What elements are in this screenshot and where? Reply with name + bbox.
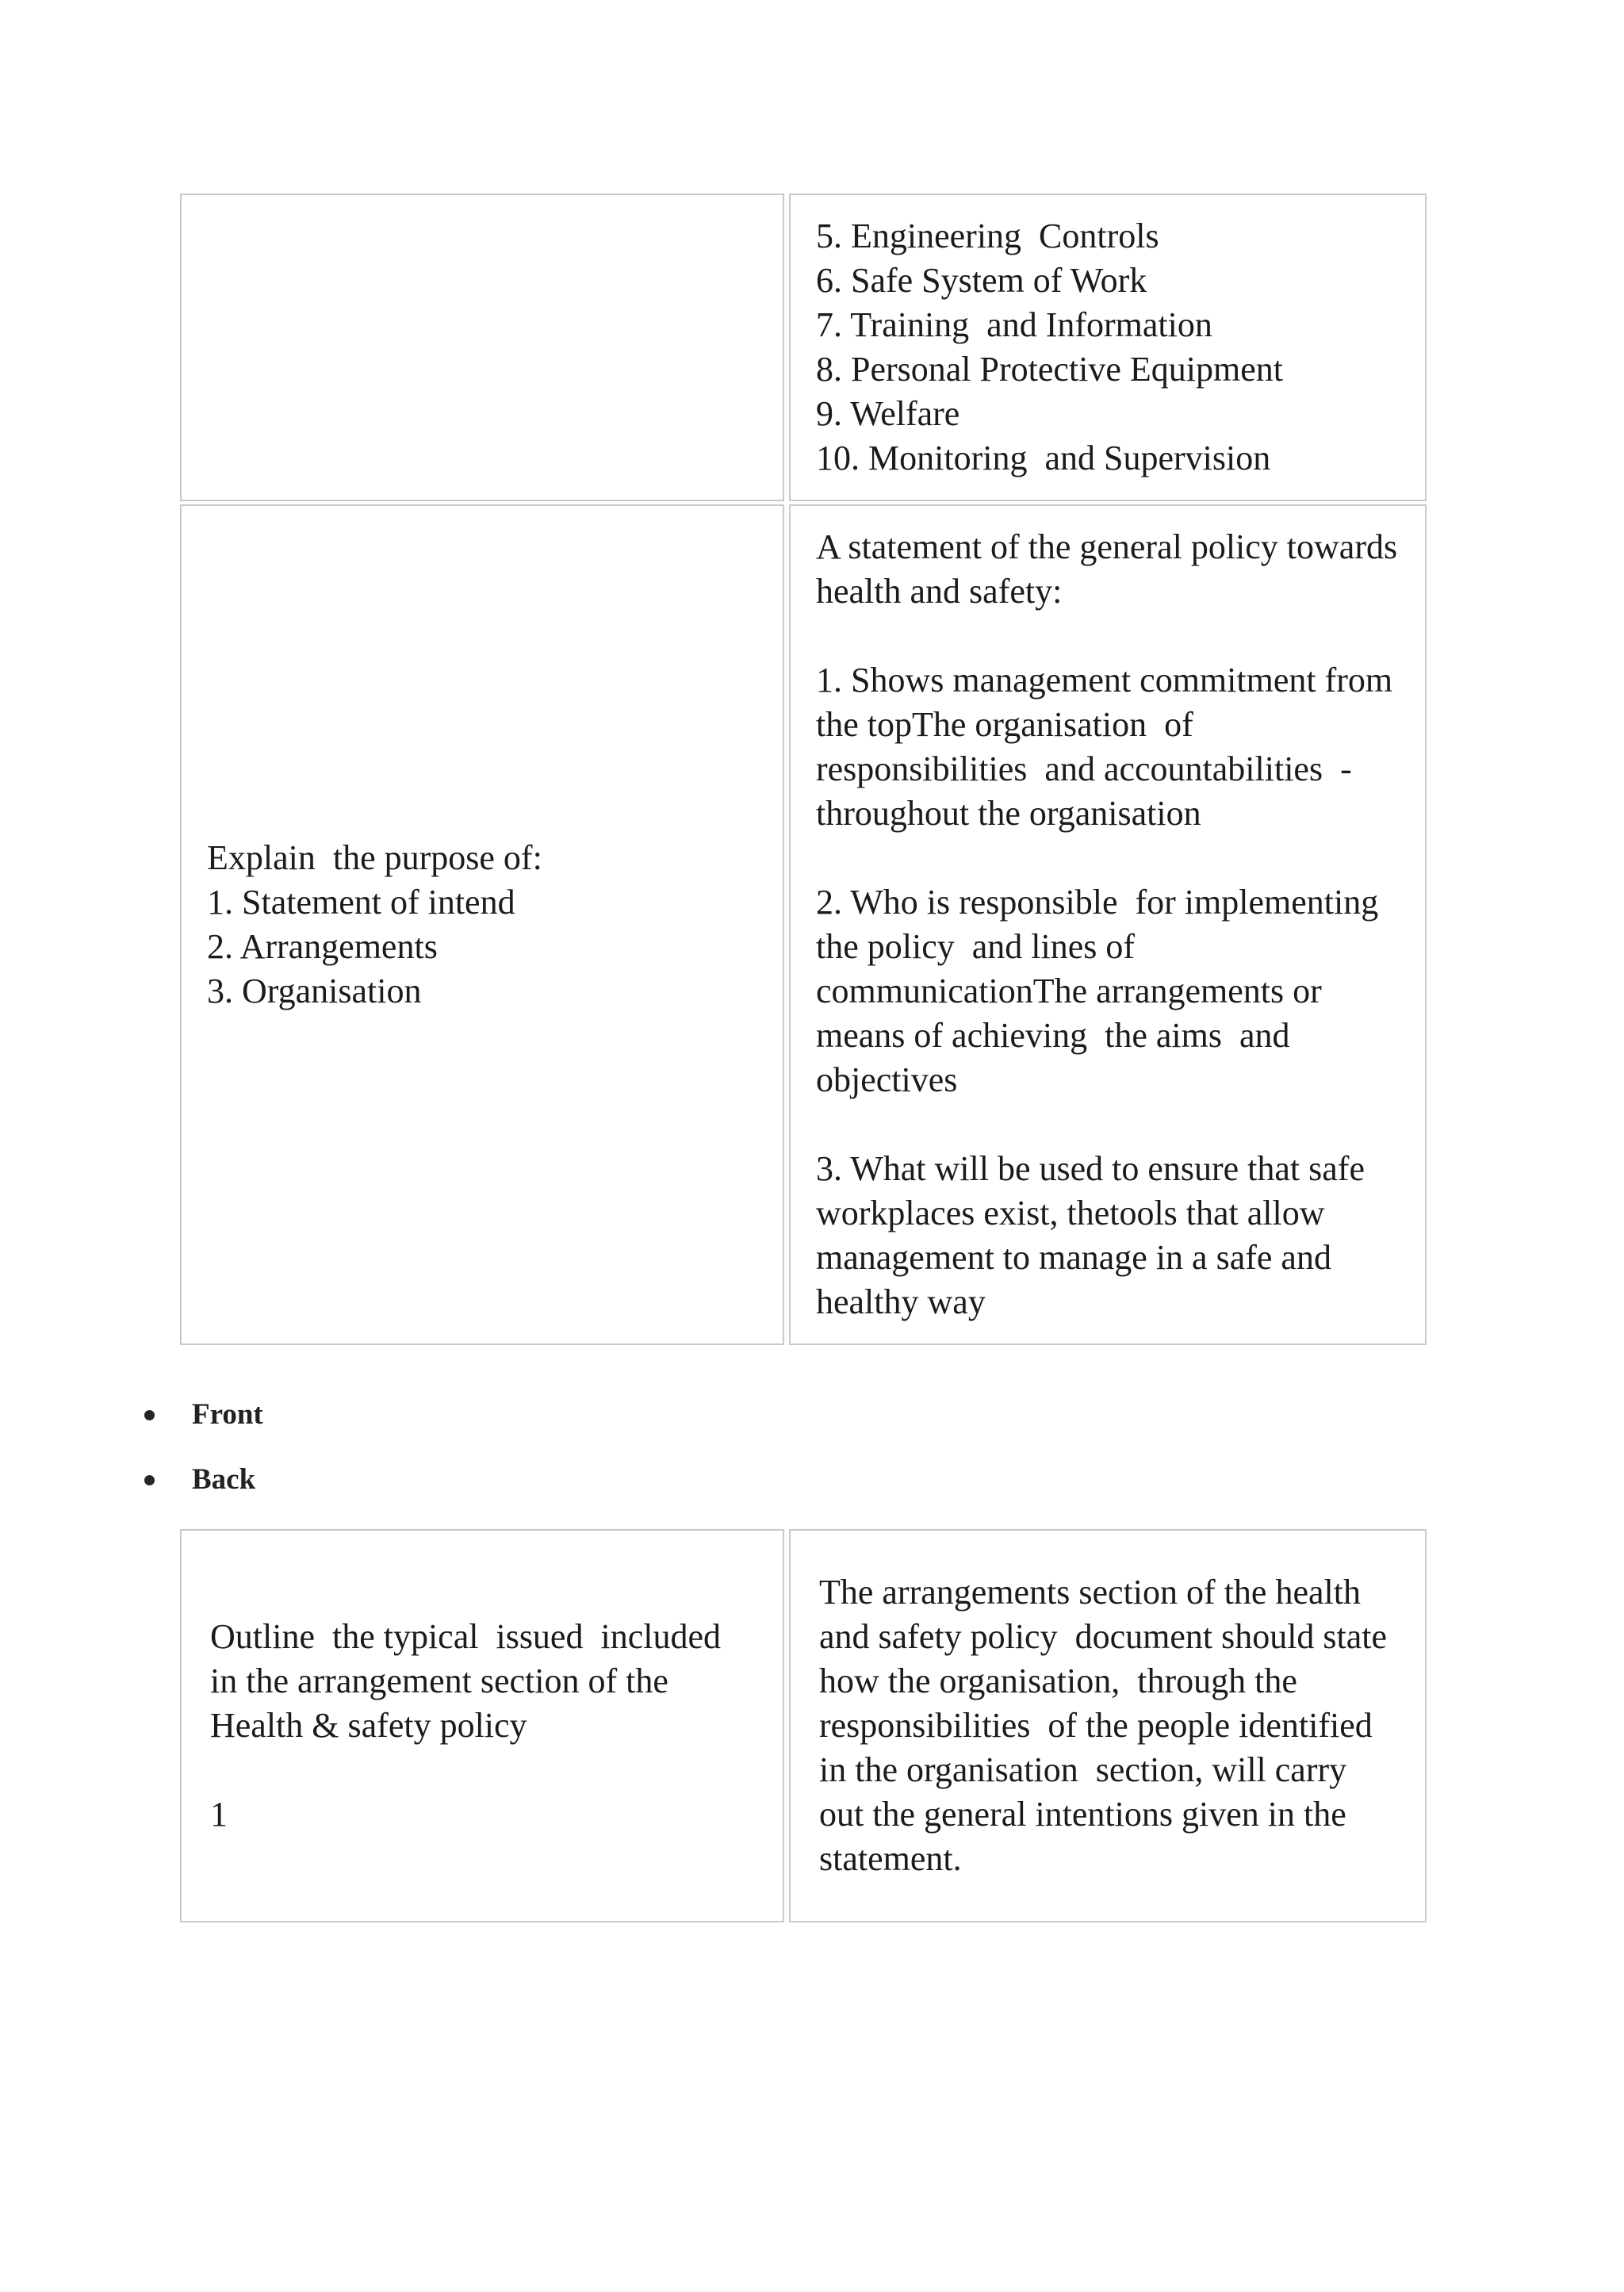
text-line: 5. Engineering Controls xyxy=(816,217,1159,255)
text-line: 9. Welfare xyxy=(816,394,960,433)
table-row xyxy=(180,194,1427,501)
bullet-item-front xyxy=(144,1396,1624,1434)
paragraph: A statement of the general policy towards health and safety: xyxy=(816,527,1407,611)
bullet-label: Back xyxy=(192,1463,256,1496)
question-cell-empty xyxy=(180,194,784,501)
paragraph: 3. What will be used to ensure that safe workplaces exist, thetools that allow management to manage in a safe and healthy way xyxy=(816,1149,1373,1321)
text-line: 10. Monitoring and Supervision xyxy=(816,439,1271,477)
question-paragraphs xyxy=(210,1615,754,1837)
bullet-icon xyxy=(144,1475,155,1485)
text-line: 6. Safe System of Work xyxy=(816,261,1147,300)
table-row xyxy=(180,1529,1427,1922)
answer-cell xyxy=(789,1529,1427,1922)
answer-list xyxy=(816,214,1400,481)
paragraph: 2. Who is responsible for implementing the policy and lines of communicationThe arrangements or means of achieving the aims and objectives xyxy=(816,883,1388,1099)
flashcard-back-table xyxy=(175,1526,1431,1926)
flashcard-side-list xyxy=(144,1396,1624,1499)
paragraph: The arrangements section of the health and safety policy document should state how the organisation, through the responsibilities of the people identified in the organisation section, will carry out the general intentions given in the statement. xyxy=(819,1573,1396,1878)
text-line: 8. Personal Protective Equipment xyxy=(816,350,1283,389)
answer-paragraphs xyxy=(819,1570,1396,1881)
paragraph: 1 xyxy=(210,1795,228,1834)
answer-paragraphs xyxy=(816,525,1407,1324)
paragraph: 1. Shows management commitment from the topThe organisation of responsibilities and accountabilities - throughout the organisation xyxy=(816,661,1402,833)
document-page xyxy=(0,190,1624,2292)
table-row xyxy=(180,504,1427,1345)
bullet-item-back xyxy=(144,1461,1624,1499)
text-line: 3. Organisation xyxy=(207,972,422,1010)
question-list xyxy=(207,836,757,1014)
question-cell xyxy=(180,504,784,1345)
flashcard-front-table xyxy=(175,190,1431,1348)
answer-cell xyxy=(789,504,1427,1345)
text-line: 1. Statement of intend xyxy=(207,883,515,922)
text-line: 2. Arrangements xyxy=(207,927,438,966)
paragraph: Outline the typical issued included in the arrangement section of the Health & safety policy xyxy=(210,1617,738,1745)
question-cell xyxy=(180,1529,784,1922)
text-line: 7. Training and Information xyxy=(816,305,1212,344)
answer-cell xyxy=(789,194,1427,501)
bullet-label: Front xyxy=(192,1398,263,1431)
bullet-icon xyxy=(144,1410,155,1420)
text-line: Explain the purpose of: xyxy=(207,838,542,877)
